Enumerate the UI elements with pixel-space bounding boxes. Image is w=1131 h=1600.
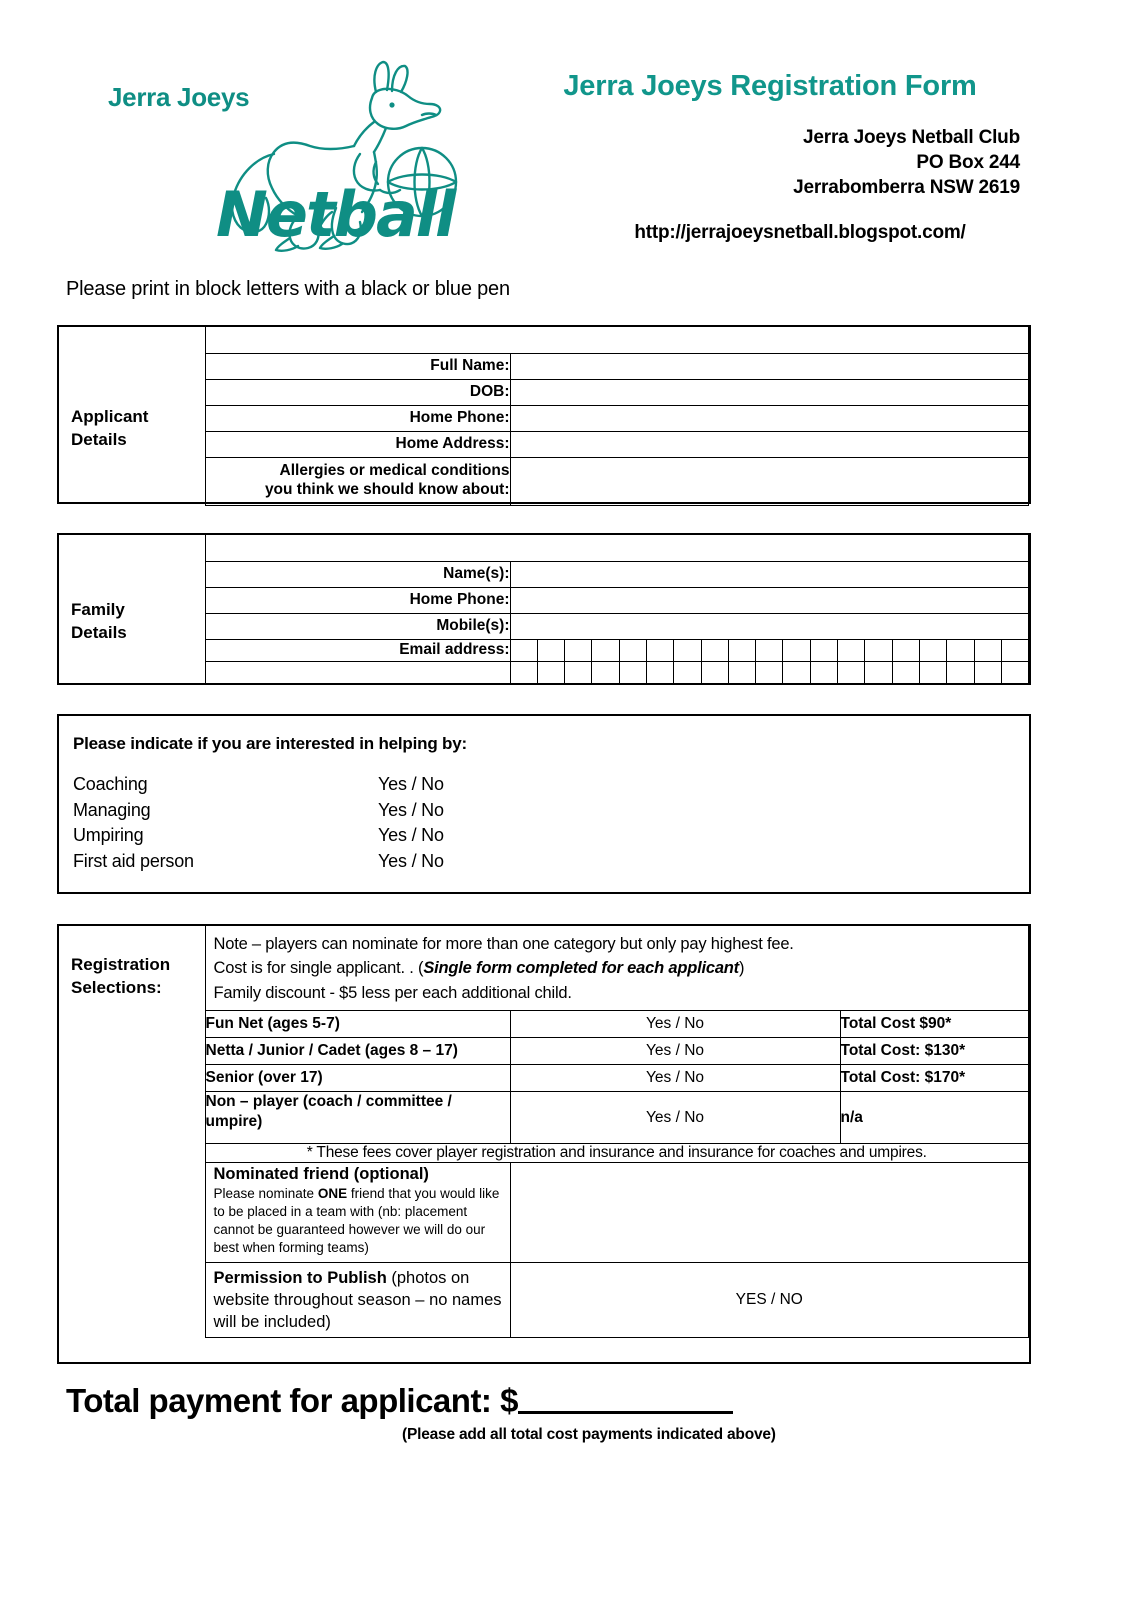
registration-note-line2: Cost is for single applicant. . (Single form completed for each applicant) <box>213 959 745 978</box>
helping-answer-umpiring[interactable]: Yes / No <box>378 825 444 846</box>
family-spacer-row <box>205 535 1029 561</box>
family-names-input[interactable] <box>510 561 1029 587</box>
permission-to-publish-answer[interactable]: YES / NO <box>510 1262 1029 1338</box>
email-char-cell[interactable] <box>538 640 565 661</box>
email-char-cell[interactable] <box>729 640 756 661</box>
nominated-friend-row[interactable] <box>59 1163 1029 1262</box>
email-row2-spacer <box>205 661 510 683</box>
applicant-spacer-row <box>205 327 1029 353</box>
email-boxes-row-2[interactable] <box>510 661 1029 683</box>
email-char-cell[interactable] <box>592 640 619 661</box>
email-char-cell[interactable] <box>947 662 974 683</box>
total-payment-label: Total payment for applicant: $ <box>66 1382 518 1419</box>
email-char-cell[interactable] <box>647 640 674 661</box>
email-char-cell[interactable] <box>702 662 729 683</box>
header-contact-block <box>520 70 1020 244</box>
email-char-cell[interactable] <box>702 640 729 661</box>
email-char-cell[interactable] <box>565 640 592 661</box>
page-title: Jerra Joeys Registration Form <box>563 70 977 102</box>
category-cost-non-player: n/a <box>840 1092 1029 1144</box>
club-website-url[interactable]: http://jerrajoeysnetball.blogspot.com/ <box>634 222 966 244</box>
category-answer-non-player[interactable]: Yes / No <box>510 1092 840 1144</box>
fee-footnote: * These fees cover player registration and insurance and insurance for coaches and umpires. <box>205 1144 1029 1163</box>
helping-row-coaching[interactable] <box>73 772 1029 798</box>
total-payment-input[interactable] <box>518 1411 733 1414</box>
category-answer-senior[interactable]: Yes / No <box>510 1065 840 1092</box>
category-name-senior: Senior (over 17) <box>205 1065 510 1092</box>
category-name-netta-junior-cadet: Netta / Junior / Cadet (ages 8 – 17) <box>205 1038 510 1065</box>
registration-note-line3: Family discount - $5 less per each additional child. <box>213 983 572 1002</box>
email-char-cell[interactable] <box>511 662 538 683</box>
email-char-cell[interactable] <box>783 640 810 661</box>
email-char-cell[interactable] <box>975 640 1002 661</box>
logo-netball-text: Netball <box>216 178 455 251</box>
registration-row-senior[interactable] <box>59 1065 1029 1092</box>
email-char-cell[interactable] <box>592 662 619 683</box>
registration-row-non-player[interactable] <box>59 1092 1029 1144</box>
home-address-input[interactable] <box>510 431 1029 457</box>
email-char-cell[interactable] <box>729 662 756 683</box>
registration-row-netta-junior-cadet[interactable] <box>59 1038 1029 1065</box>
email-char-cell[interactable] <box>1002 662 1028 683</box>
helping-row-managing[interactable] <box>73 798 1029 824</box>
email-char-cell[interactable] <box>674 662 701 683</box>
helping-label-coaching: Coaching <box>73 774 148 794</box>
home-phone-input[interactable] <box>510 405 1029 431</box>
category-cost-senior: Total Cost: $170* <box>840 1065 1029 1092</box>
registration-note-line1: Note – players can nominate for more than one category but only pay highest fee. <box>213 935 794 953</box>
family-home-phone-input[interactable] <box>510 587 1029 613</box>
club-suburb: Jerrabomberra NSW 2619 <box>793 177 1020 199</box>
logo-wordmark-text: Jerra Joeys <box>108 82 250 112</box>
category-answer-netta-junior-cadet[interactable]: Yes / No <box>510 1038 840 1065</box>
total-payment-section <box>66 1382 1066 1444</box>
family-section-label: Family Details <box>71 600 127 642</box>
family-mobiles-label: Mobile(s): <box>205 613 510 639</box>
email-char-cell[interactable] <box>893 662 920 683</box>
allergies-label: Allergies or medical conditions you think we should know about: <box>205 457 510 505</box>
email-char-cell[interactable] <box>920 640 947 661</box>
helping-answer-coaching[interactable]: Yes / No <box>378 774 444 794</box>
nominated-friend-subtext: Please nominate ONE friend that you would like to be placed in a team with (nb: placement cannot be guaranteed however we will do our best when forming teams) <box>213 1186 500 1256</box>
print-instruction: Please print in block letters with a black or blue pen <box>66 278 510 300</box>
full-name-input[interactable] <box>510 353 1029 379</box>
home-phone-label: Home Phone: <box>205 405 510 431</box>
family-mobiles-input[interactable] <box>510 613 1029 639</box>
registration-notes <box>205 926 1029 1011</box>
email-char-cell[interactable] <box>947 640 974 661</box>
email-char-cell[interactable] <box>811 640 838 661</box>
email-char-cell[interactable] <box>893 640 920 661</box>
club-name: Jerra Joeys Netball Club <box>803 127 1020 148</box>
email-char-cell[interactable] <box>511 640 538 661</box>
helping-label-umpiring: Umpiring <box>73 825 144 846</box>
email-char-cell[interactable] <box>865 640 892 661</box>
club-po-box: PO Box 244 <box>916 152 1020 174</box>
helping-label-first-aid: First aid person <box>73 850 194 871</box>
dob-label: DOB: <box>205 379 510 405</box>
nominated-friend-input[interactable] <box>510 1163 1029 1262</box>
category-cost-fun-net: Total Cost $90* <box>840 1011 1029 1038</box>
email-char-cell[interactable] <box>620 640 647 661</box>
helping-row-first-aid[interactable] <box>73 849 1029 875</box>
email-char-cell[interactable] <box>783 662 810 683</box>
email-char-cell[interactable] <box>920 662 947 683</box>
email-char-cell[interactable] <box>756 640 783 661</box>
category-name-fun-net: Fun Net (ages 5-7) <box>205 1011 510 1038</box>
email-char-cell[interactable] <box>647 662 674 683</box>
applicant-section-label: Applicant Details <box>71 407 149 449</box>
home-address-label: Home Address: <box>205 431 510 457</box>
dob-input[interactable] <box>510 379 1029 405</box>
full-name-label: Full Name: <box>205 353 510 379</box>
email-char-cell[interactable] <box>838 662 865 683</box>
permission-to-publish-label: Permission to Publish (photos on website throughout season – no names will be included) <box>205 1262 510 1338</box>
nominated-friend-heading: Nominated friend (optional) <box>213 1165 429 1184</box>
helping-row-umpiring[interactable] <box>73 823 1029 849</box>
family-names-label: Name(s): <box>205 561 510 587</box>
registration-selections-section <box>57 924 1031 1364</box>
email-char-cell[interactable] <box>620 662 647 683</box>
helping-answer-first-aid[interactable]: Yes / No <box>378 850 444 871</box>
email-char-cell[interactable] <box>975 662 1002 683</box>
email-boxes-row-1[interactable] <box>510 639 1029 661</box>
helping-answer-managing[interactable]: Yes / No <box>378 799 444 820</box>
volunteer-helping-section <box>57 714 1031 894</box>
registration-row-fun-net[interactable] <box>59 1011 1029 1038</box>
nominated-friend-label <box>205 1163 510 1262</box>
helping-label-managing: Managing <box>73 799 151 820</box>
family-details-section <box>57 533 1031 685</box>
email-char-cell[interactable] <box>674 640 701 661</box>
allergies-input[interactable] <box>510 457 1029 505</box>
email-char-cell[interactable] <box>538 662 565 683</box>
email-char-cell[interactable] <box>838 640 865 661</box>
total-payment-line <box>66 1382 1066 1420</box>
category-cost-netta-junior-cadet: Total Cost: $130* <box>840 1038 1029 1065</box>
email-char-cell[interactable] <box>811 662 838 683</box>
helping-title: Please indicate if you are interested in helping by: <box>73 734 467 753</box>
category-answer-fun-net[interactable]: Yes / No <box>510 1011 840 1038</box>
email-char-cell[interactable] <box>1002 640 1028 661</box>
applicant-details-section <box>57 325 1031 504</box>
email-char-cell[interactable] <box>756 662 783 683</box>
registration-section-label: Registration Selections: <box>71 955 171 997</box>
email-char-cell[interactable] <box>865 662 892 683</box>
family-home-phone-label: Home Phone: <box>205 587 510 613</box>
total-payment-note: (Please add all total cost payments indicated above) <box>402 1426 776 1443</box>
category-name-non-player: Non – player (coach / committee / umpire) <box>205 1092 510 1144</box>
page-header <box>0 0 1131 270</box>
permission-to-publish-row[interactable] <box>59 1262 1029 1338</box>
club-logo <box>98 52 518 257</box>
email-char-cell[interactable] <box>565 662 592 683</box>
email-address-label: Email address: <box>205 639 510 661</box>
